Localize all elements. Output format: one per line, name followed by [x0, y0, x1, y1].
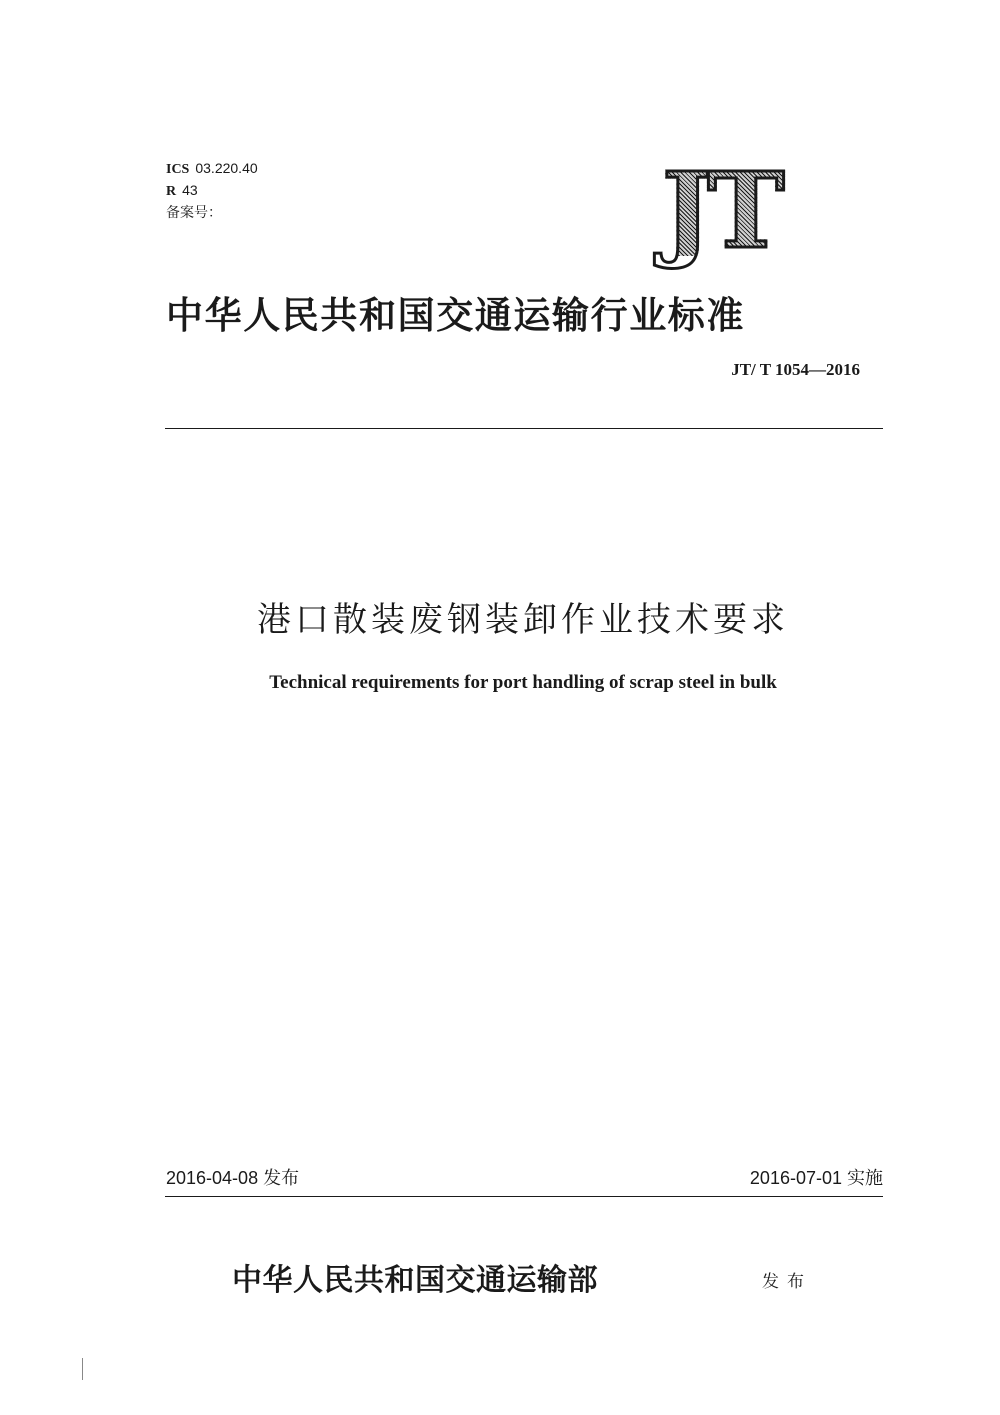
publisher-name: 中华人民共和国交通运输部 [232, 1263, 598, 1298]
ccs-line [166, 180, 258, 202]
ccs-value: 43 [182, 182, 198, 198]
document-title-chinese: 港口散装废钢装卸作业技术要求 [257, 600, 789, 640]
ics-label: ICS [166, 162, 190, 177]
filing-number-label: 备案号： [166, 204, 222, 220]
issue-date: 2016-04-08 发布 [166, 1168, 300, 1188]
page-edge-mark [82, 1358, 83, 1380]
standard-category-title: 中华人民共和国交通运输行业标准 [166, 293, 745, 337]
ics-value: 03.220.40 [195, 160, 258, 176]
jt-logo: JT [662, 166, 838, 256]
document-title-english: Technical requirements for port handling of scrap steel in bulk [269, 672, 777, 693]
ccs-label: R [166, 184, 177, 199]
bottom-divider [165, 1196, 883, 1197]
top-divider [165, 428, 883, 429]
ics-line [166, 158, 258, 180]
implementation-date: 2016-07-01 实施 [749, 1168, 883, 1188]
standard-code: JT/ T 1054—2016 [731, 360, 860, 379]
publish-label: 发布 [762, 1272, 812, 1292]
classification-block [166, 158, 258, 223]
